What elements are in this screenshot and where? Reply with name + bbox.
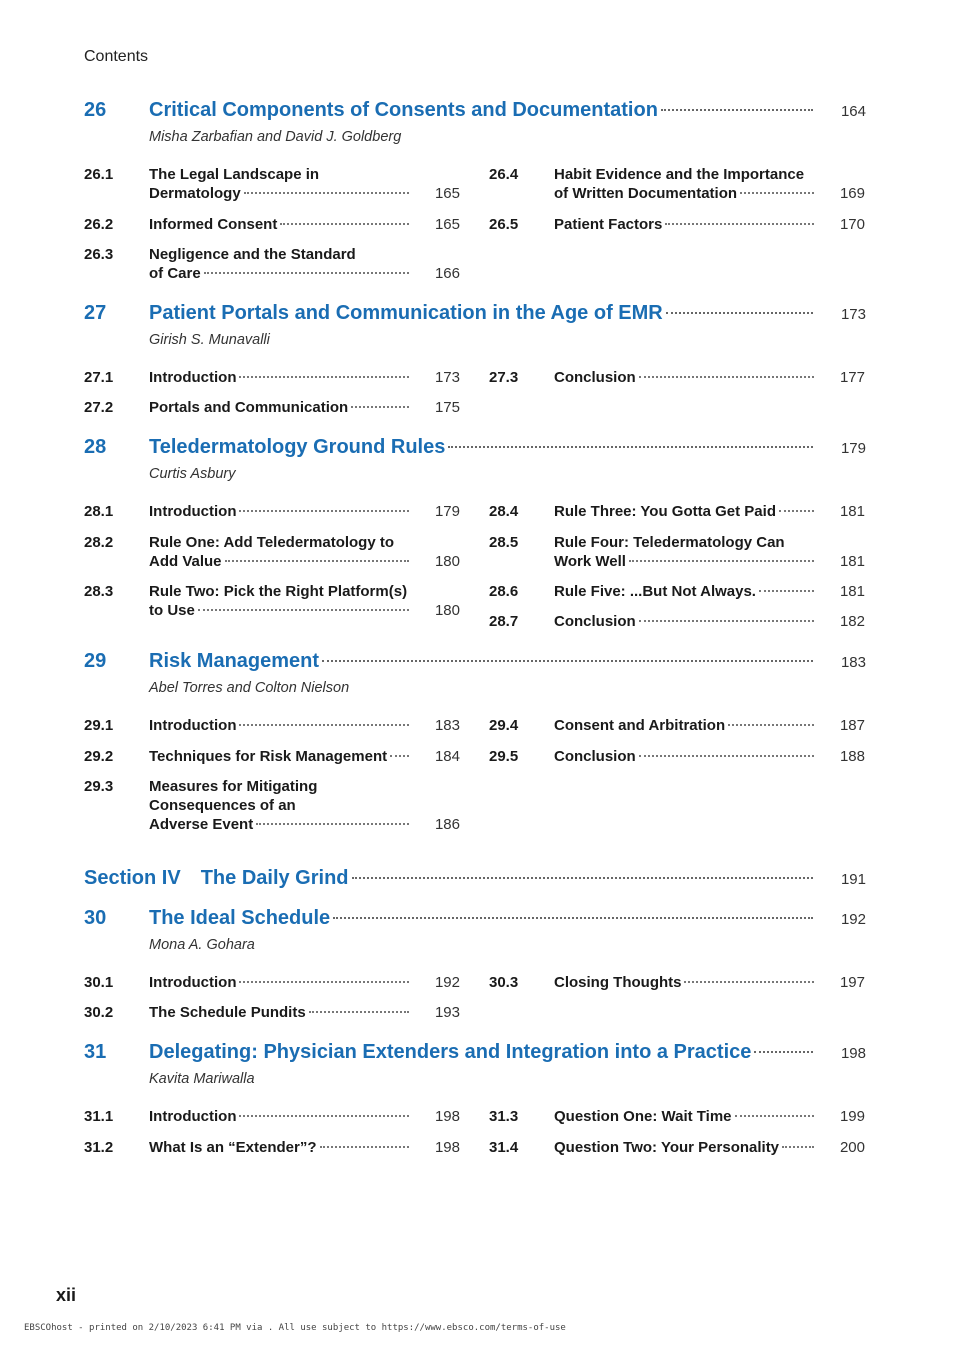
chapter-number: 28	[84, 436, 107, 458]
chapter-page: 164	[840, 103, 866, 120]
entry-title-line: Question One: Wait Time	[554, 1108, 732, 1125]
dot-leader	[740, 192, 814, 194]
entry-number: 29.5	[489, 748, 519, 765]
entry-number: 30.2	[84, 1004, 114, 1021]
chapter-title[interactable]: Teledermatology Ground Rules	[149, 436, 446, 458]
entry-title-line: Rule Three: You Gotta Get Paid	[554, 503, 776, 520]
chapter-page: 173	[840, 306, 866, 323]
footer-note: EBSCOhost - printed on 2/10/2023 6:41 PM via . All use subject to https://www.ebsco.com/terms-of-use	[24, 1323, 566, 1333]
chapter-author: Curtis Asbury	[149, 466, 236, 482]
entry-number: 26.4	[489, 166, 519, 183]
entry-title-line: Add Value	[149, 553, 222, 570]
entry-title-line: Consequences of an	[149, 797, 296, 814]
dot-leader	[239, 510, 409, 512]
entry-page: 187	[839, 717, 865, 734]
entry-page: 188	[839, 748, 865, 765]
entry-page: 198	[434, 1139, 460, 1156]
entry-title-line: Introduction	[149, 717, 237, 734]
entry-page: 183	[434, 717, 460, 734]
entry-title-line: What Is an “Extender”?	[149, 1139, 317, 1156]
chapter-30	[84, 905, 866, 953]
dot-leader	[322, 660, 813, 662]
dot-leader	[639, 755, 814, 757]
dot-leader	[225, 560, 409, 562]
dot-leader	[639, 376, 814, 378]
dot-leader	[665, 223, 814, 225]
entry-page: 200	[839, 1139, 865, 1156]
entry-title-line: Introduction	[149, 503, 237, 520]
chapter-number: 27	[84, 302, 107, 324]
entry-number: 28.7	[489, 613, 519, 630]
dot-leader	[204, 272, 409, 274]
entry-title-line: Question Two: Your Personality	[554, 1139, 780, 1156]
entry-title-line: Rule One: Add Teledermatology to	[149, 534, 395, 551]
entry-page: 175	[434, 399, 460, 416]
entry-number: 28.6	[489, 583, 519, 600]
entry-title-line: Adverse Event	[149, 816, 254, 833]
entry-number: 31.3	[489, 1108, 519, 1125]
entry-number: 26.1	[84, 166, 114, 183]
chapter-28	[84, 434, 866, 482]
entry-number: 27.2	[84, 399, 114, 416]
entry-page: 169	[839, 185, 865, 202]
chapter-title[interactable]: Risk Management	[149, 650, 320, 672]
section-title: The Daily Grind	[200, 867, 349, 889]
chapter-number: 26	[84, 99, 107, 121]
dot-leader	[239, 981, 409, 983]
dot-leader	[779, 510, 814, 512]
section-label: Section IV	[84, 867, 181, 889]
dot-leader	[728, 724, 814, 726]
entry-title-line: The Legal Landscape in	[149, 166, 320, 183]
chapter-author: Abel Torres and Colton Nielson	[149, 680, 350, 696]
entry-page: 165	[434, 216, 460, 233]
entry-number: 28.3	[84, 583, 114, 600]
entry-title-line: Conclusion	[554, 369, 636, 386]
dot-leader	[639, 620, 814, 622]
entry-title-line: Measures for Mitigating	[149, 778, 318, 795]
entry-number: 26.5	[489, 216, 519, 233]
chapter-page: 192	[840, 911, 866, 928]
entry-title-line: Negligence and the Standard	[149, 246, 356, 263]
entry-page: 198	[434, 1108, 460, 1125]
dot-leader	[239, 376, 409, 378]
chapter-title[interactable]: Delegating: Physician Extenders and Integration into a Practice	[149, 1041, 752, 1063]
entry-page: 181	[839, 553, 865, 570]
dot-leader	[782, 1146, 814, 1148]
entry-page: 184	[434, 748, 460, 765]
entry-number: 31.1	[84, 1108, 114, 1125]
entry-title-line: Patient Factors	[554, 216, 663, 233]
entry-title-line: Work Well	[554, 553, 626, 570]
entry-title-line: Rule Four: Teledermatology Can	[554, 534, 785, 551]
chapter-title[interactable]: Patient Portals and Communication in the Age of EMR	[149, 302, 663, 324]
dot-leader	[735, 1115, 814, 1117]
entry-page: 192	[434, 974, 460, 991]
entry-number: 27.1	[84, 369, 114, 386]
chapter-27	[84, 300, 866, 348]
chapter-title[interactable]: Critical Components of Consents and Documentation	[149, 99, 658, 121]
chapter-page: 198	[840, 1045, 866, 1062]
entry-page: 173	[434, 369, 460, 386]
chapter-number: 30	[84, 907, 107, 929]
chapter-author: Kavita Mariwalla	[149, 1071, 255, 1087]
dot-leader	[244, 192, 409, 194]
entry-number: 30.3	[489, 974, 519, 991]
entry-page: 182	[839, 613, 865, 630]
chapter-number: 31	[84, 1041, 107, 1063]
entry-number: 27.3	[489, 369, 519, 386]
dot-leader	[280, 223, 409, 225]
chapter-author: Misha Zarbafian and David J. Goldberg	[149, 129, 402, 145]
dot-leader	[333, 917, 813, 919]
section-heading	[84, 865, 866, 891]
entry-number: 28.5	[489, 534, 519, 551]
entry-title-line: Informed Consent	[149, 216, 278, 233]
chapter-31	[84, 1039, 866, 1087]
entry-number: 29.3	[84, 778, 114, 795]
dot-leader	[309, 1011, 409, 1013]
entry-title-line: Rule Two: Pick the Right Platform(s)	[149, 583, 408, 600]
entry-number: 31.4	[489, 1139, 519, 1156]
dot-leader	[661, 109, 813, 111]
entry-title-line: Techniques for Risk Management	[149, 748, 388, 765]
entry-page: 181	[839, 583, 865, 600]
page-folio: xii	[56, 1285, 77, 1305]
entry-title-line: Dermatology	[149, 185, 241, 202]
chapter-title[interactable]: The Ideal Schedule	[149, 907, 331, 929]
entry-title-line: Rule Five: ...But Not Always.	[554, 583, 756, 600]
dot-leader	[629, 560, 814, 562]
dot-leader	[666, 312, 813, 314]
entry-page: 180	[434, 602, 460, 619]
entry-title-line: Introduction	[149, 1108, 237, 1125]
entry-title-line: Portals and Communication	[149, 399, 349, 416]
entry-page: 181	[839, 503, 865, 520]
dot-leader	[256, 823, 409, 825]
entry-title-line: of Written Documentation	[554, 185, 738, 202]
entry-number: 31.2	[84, 1139, 114, 1156]
entry-title-line: Habit Evidence and the Importance	[554, 166, 805, 183]
entry-number: 28.2	[84, 534, 114, 551]
entry-title-line: Consent and Arbitration	[554, 717, 726, 734]
dot-leader	[684, 981, 814, 983]
entry-page: 177	[839, 369, 865, 386]
entry-title-line: of Care	[149, 265, 201, 282]
entry-page: 165	[434, 185, 460, 202]
entry-title-line: The Schedule Pundits	[149, 1004, 306, 1021]
chapter-page: 183	[840, 654, 866, 671]
entry-page: 199	[839, 1108, 865, 1125]
chapter-author: Girish S. Munavalli	[149, 332, 270, 348]
section-page: 191	[840, 871, 866, 888]
entry-page: 186	[434, 816, 460, 833]
entry-title-line: Conclusion	[554, 748, 636, 765]
entry-page: 197	[839, 974, 865, 991]
entry-title-line: Introduction	[149, 369, 237, 386]
dot-leader	[448, 446, 813, 448]
entry-number: 29.1	[84, 717, 114, 734]
dot-leader	[390, 755, 409, 757]
entry-page: 166	[434, 265, 460, 282]
dot-leader	[198, 609, 409, 611]
entry-title-line: to Use	[149, 602, 195, 619]
entry-number: 29.4	[489, 717, 519, 734]
dot-leader	[754, 1051, 813, 1053]
dot-leader	[320, 1146, 409, 1148]
chapter-number: 29	[84, 650, 107, 672]
entry-number: 30.1	[84, 974, 114, 991]
chapter-29	[84, 648, 866, 696]
entry-page: 180	[434, 553, 460, 570]
dot-leader	[239, 1115, 409, 1117]
dot-leader	[239, 724, 409, 726]
entry-number: 28.4	[489, 503, 519, 520]
running-head: Contents	[84, 48, 149, 65]
entry-page: 170	[839, 216, 865, 233]
entry-title-line: Conclusion	[554, 613, 636, 630]
entry-title-line: Closing Thoughts	[554, 974, 682, 991]
entry-title-line: Introduction	[149, 974, 237, 991]
entry-page: 179	[434, 503, 460, 520]
chapter-page: 179	[840, 440, 866, 457]
entry-number: 26.3	[84, 246, 114, 263]
chapter-26	[84, 97, 866, 145]
entry-number: 26.2	[84, 216, 114, 233]
dot-leader	[351, 406, 409, 408]
dot-leader	[759, 590, 814, 592]
entry-number: 29.2	[84, 748, 114, 765]
chapter-author: Mona A. Gohara	[149, 937, 255, 953]
entry-number: 28.1	[84, 503, 114, 520]
entry-page: 193	[434, 1004, 460, 1021]
